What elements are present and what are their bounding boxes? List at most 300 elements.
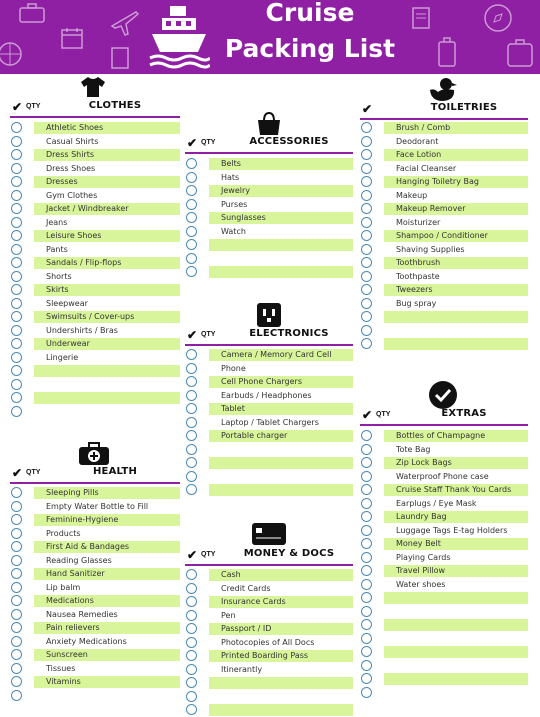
checklist-row [360, 243, 528, 257]
item-label: Products [46, 528, 81, 538]
checklist-row [185, 703, 353, 717]
item-list [10, 486, 180, 702]
checklist-row [10, 202, 180, 216]
item-label: Cell Phone Chargers [221, 377, 302, 386]
checklist-row [10, 689, 180, 703]
item-label: Casual Shirts [46, 136, 99, 146]
checkbox-circle[interactable] [11, 622, 22, 633]
checklist-row [360, 310, 528, 324]
checklist-row [185, 663, 353, 677]
item-label: Swimsuits / Cover-ups [46, 312, 135, 321]
checkbox-circle[interactable] [186, 650, 197, 661]
row-band [209, 691, 353, 703]
checkbox-circle[interactable] [11, 541, 22, 552]
checkbox-circle[interactable] [361, 271, 372, 282]
checklist-row [185, 470, 353, 484]
item-label: Skirts [46, 285, 69, 294]
checklist-row [10, 324, 180, 338]
checkbox-circle[interactable] [186, 444, 197, 455]
checkbox-circle[interactable] [361, 430, 372, 441]
check-mark: ✔ [187, 136, 198, 150]
item-label: Facial Cleanser [396, 163, 457, 173]
suitcase-icon [18, 2, 46, 24]
checklist-row [360, 645, 528, 659]
checkbox-circle[interactable] [186, 583, 197, 594]
section-toiletries [360, 76, 528, 366]
checklist-row [360, 551, 528, 565]
row-band [34, 392, 180, 404]
checklist-row [185, 649, 353, 663]
checklist-row [10, 594, 180, 608]
checkbox-circle[interactable] [11, 298, 22, 309]
checkbox-circle[interactable] [361, 203, 372, 214]
item-label: Brush / Comb [396, 123, 451, 132]
row-band [209, 266, 353, 278]
checkbox-circle[interactable] [361, 230, 372, 241]
check-mark: ✔ [362, 102, 373, 116]
checklist-row [360, 429, 528, 443]
item-label: Hand Sanitizer [46, 569, 105, 578]
item-label: Deodorant [396, 136, 439, 146]
checklist-row [185, 676, 353, 690]
checkbox-circle[interactable] [11, 257, 22, 268]
row-band [384, 633, 528, 645]
checklist-row [185, 636, 353, 650]
checklist-row [360, 175, 528, 189]
row-band [384, 660, 528, 672]
checkbox-circle[interactable] [361, 687, 372, 698]
item-label: Money Belt [396, 539, 441, 548]
checkbox-circle[interactable] [11, 284, 22, 295]
row-band [209, 484, 353, 496]
section-header [360, 410, 528, 426]
checklist-row [360, 659, 528, 673]
checklist-row [185, 568, 353, 582]
checklist-row [10, 162, 180, 176]
item-label: Jacket / Windbreaker [46, 204, 129, 213]
checklist-row [360, 618, 528, 632]
checkbox-circle[interactable] [186, 637, 197, 648]
checklist-row [185, 456, 353, 470]
item-label: Credit Cards [221, 583, 271, 593]
item-label: Camera / Memory Card Cell [221, 350, 332, 359]
airplane-icon [108, 6, 140, 38]
item-list [10, 121, 180, 418]
item-label: Moisturizer [396, 217, 441, 227]
item-label: Sunscreen [46, 650, 88, 659]
section-title: CLOTHES [88, 100, 142, 111]
luggage-icon [436, 36, 458, 70]
checkbox-circle[interactable] [361, 163, 372, 174]
checkbox-circle[interactable] [361, 525, 372, 536]
section-header [185, 138, 353, 154]
checkbox-circle[interactable] [186, 664, 197, 675]
checkbox-circle[interactable] [186, 610, 197, 621]
checklist-row [185, 690, 353, 704]
checkbox-circle[interactable] [361, 444, 372, 455]
row-band [384, 646, 528, 658]
checklist-row [360, 202, 528, 216]
item-label: Athletic Shoes [46, 123, 104, 132]
section-clothes [10, 76, 180, 426]
checkbox-circle[interactable] [11, 528, 22, 539]
checkbox-circle[interactable] [361, 122, 372, 133]
page-title-line2: Packing List [224, 34, 396, 63]
checkbox-circle[interactable] [186, 363, 197, 374]
checkbox-circle[interactable] [186, 212, 197, 223]
checkbox-circle[interactable] [361, 298, 372, 309]
checkbox-circle[interactable] [361, 511, 372, 522]
checkbox-circle[interactable] [11, 676, 22, 687]
item-label: Itinerantly [221, 664, 263, 674]
checklist-row [185, 348, 353, 362]
checkbox-circle[interactable] [11, 392, 22, 403]
checkbox-circle[interactable] [361, 325, 372, 336]
tshirt-icon [80, 76, 106, 98]
checkbox-circle[interactable] [186, 471, 197, 482]
checkbox-circle[interactable] [11, 379, 22, 390]
section-header [185, 330, 353, 346]
checklist-row [185, 622, 353, 636]
section-header [185, 550, 353, 566]
first-aid-kit-icon [78, 442, 110, 466]
checkbox-circle[interactable] [11, 568, 22, 579]
checkbox-circle[interactable] [11, 487, 22, 498]
checkbox-circle[interactable] [361, 498, 372, 509]
item-label: Vitamins [46, 677, 81, 686]
checkbox-circle[interactable] [186, 253, 197, 264]
item-label: Nausea Remedies [46, 609, 118, 619]
section-title: TOILETRIES [430, 102, 498, 113]
item-label: Toothpaste [396, 271, 440, 281]
checklist-row [10, 270, 180, 284]
item-label: Feminine-Hygiene [46, 515, 119, 524]
checkbox-circle[interactable] [11, 582, 22, 593]
checkbox-circle[interactable] [186, 158, 197, 169]
row-band [209, 704, 353, 716]
rubber-duck-icon [428, 76, 458, 102]
checklist-row [360, 162, 528, 176]
checkbox-circle[interactable] [361, 136, 372, 147]
item-label: Printed Boarding Pass [221, 651, 309, 660]
checklist-row [185, 375, 353, 389]
item-label: Travel Pillow [396, 566, 446, 575]
compass-icon [482, 2, 514, 34]
checkbox-circle[interactable] [186, 199, 197, 210]
section-header [10, 468, 180, 484]
checkbox-circle[interactable] [361, 257, 372, 268]
checklist-row [10, 567, 180, 581]
checklist-row [360, 605, 528, 619]
checklist-row [185, 198, 353, 212]
checklist-row [360, 135, 528, 149]
checklist-row [360, 632, 528, 646]
checklist-row [185, 582, 353, 596]
checkbox-circle[interactable] [186, 430, 197, 441]
checklist-row [10, 540, 180, 554]
credit-card-icon [251, 522, 287, 546]
checklist-row [10, 405, 180, 419]
checkbox-circle[interactable] [361, 471, 372, 482]
item-label: Portable charger [221, 431, 288, 440]
checkbox-circle[interactable] [11, 176, 22, 187]
item-label: Hats [221, 172, 240, 182]
row-band [34, 406, 180, 418]
checkbox-circle[interactable] [361, 565, 372, 576]
checklist-row [185, 184, 353, 198]
item-label: Laptop / Tablet Chargers [221, 417, 319, 427]
checklist-row [10, 351, 180, 365]
item-label: Pen [221, 610, 236, 620]
checklist-row [10, 121, 180, 135]
item-label: Leisure Shoes [46, 231, 102, 240]
checkbox-circle[interactable] [361, 619, 372, 630]
checkbox-circle[interactable] [11, 325, 22, 336]
checklist-row [360, 229, 528, 243]
checklist-row [360, 443, 528, 457]
checkbox-circle[interactable] [11, 149, 22, 160]
item-label: Cash [221, 570, 241, 579]
checkbox-circle[interactable] [11, 690, 22, 701]
item-label: Watch [221, 226, 246, 236]
checklist-row [185, 362, 353, 376]
item-label: Underwear [46, 339, 90, 348]
checklist-row [10, 283, 180, 297]
checkbox-circle[interactable] [361, 190, 372, 201]
item-label: Lip balm [46, 582, 81, 592]
checklist-row [360, 337, 528, 351]
row-band [384, 606, 528, 618]
checkbox-circle[interactable] [361, 311, 372, 322]
check-mark: ✔ [362, 408, 373, 422]
item-label: Dress Shirts [46, 150, 95, 159]
checkbox-circle[interactable] [361, 176, 372, 187]
checkbox-circle[interactable] [361, 552, 372, 563]
item-label: Earbuds / Headphones [221, 390, 312, 400]
checkbox-circle[interactable] [11, 649, 22, 660]
check-mark: ✔ [187, 328, 198, 342]
checkbox-circle[interactable] [361, 660, 372, 671]
checklist-row [10, 189, 180, 203]
item-label: Sleeping Pills [46, 488, 99, 497]
checkbox-circle[interactable] [186, 390, 197, 401]
item-label: Face Lotion [396, 150, 442, 159]
section-header [10, 102, 180, 118]
checkbox-circle[interactable] [361, 244, 372, 255]
checkbox-circle[interactable] [11, 190, 22, 201]
checklist-row [10, 135, 180, 149]
checklist-row [10, 378, 180, 392]
checkbox-circle[interactable] [11, 636, 22, 647]
checklist-row [10, 337, 180, 351]
item-label: Photocopies of All Docs [221, 637, 315, 647]
item-list [185, 348, 353, 497]
checkbox-circle[interactable] [361, 673, 372, 684]
checklist-row [360, 483, 528, 497]
item-label: Water shoes [396, 579, 446, 589]
item-list [360, 429, 528, 699]
checklist-row [185, 389, 353, 403]
checkbox-circle[interactable] [361, 217, 372, 228]
section-title: EXTRAS [441, 408, 487, 419]
qty-label: QTY [201, 551, 216, 558]
qty-label: QTY [376, 411, 391, 418]
checklist-row [360, 148, 528, 162]
checkbox-circle[interactable] [186, 376, 197, 387]
checkbox-circle[interactable] [11, 230, 22, 241]
checkbox-circle[interactable] [186, 457, 197, 468]
checklist-row [10, 648, 180, 662]
checklist-row [10, 635, 180, 649]
checkbox-circle[interactable] [186, 691, 197, 702]
qty-label: QTY [201, 331, 216, 338]
checkbox-circle[interactable] [361, 538, 372, 549]
item-label: Pants [46, 244, 68, 254]
checkbox-circle[interactable] [11, 338, 22, 349]
checkbox-circle[interactable] [186, 677, 197, 688]
checkbox-circle[interactable] [186, 704, 197, 715]
checkbox-circle[interactable] [11, 352, 22, 363]
check-mark: ✔ [12, 466, 23, 480]
qty-label: QTY [26, 103, 41, 110]
checkbox-circle[interactable] [361, 338, 372, 349]
checklist-row [10, 581, 180, 595]
checkbox-circle[interactable] [11, 609, 22, 620]
calendar-icon [60, 26, 84, 50]
checkbox-circle[interactable] [11, 271, 22, 282]
checkbox-circle[interactable] [11, 501, 22, 512]
row-band [384, 687, 528, 699]
item-label: Medications [46, 596, 94, 605]
item-label: Tote Bag [396, 444, 431, 454]
checkbox-circle[interactable] [361, 284, 372, 295]
checkbox-circle[interactable] [11, 311, 22, 322]
section-electronics [185, 302, 353, 517]
row-band [384, 325, 528, 337]
checkbox-circle[interactable] [186, 349, 197, 360]
page-header [0, 0, 540, 74]
checkbox-circle[interactable] [11, 406, 22, 417]
checkbox-circle[interactable] [361, 606, 372, 617]
item-label: Shorts [46, 271, 72, 281]
section-money-docs [185, 522, 353, 712]
row-band [209, 253, 353, 265]
checkbox-circle[interactable] [186, 403, 197, 414]
checkbox-circle[interactable] [11, 136, 22, 147]
checkbox-circle[interactable] [361, 484, 372, 495]
checkbox-circle[interactable] [186, 596, 197, 607]
checklist-row [10, 554, 180, 568]
row-band [209, 677, 353, 689]
checkbox-circle[interactable] [186, 266, 197, 277]
item-label: Toothbrush [396, 258, 441, 267]
checklist-row [360, 591, 528, 605]
item-label: Undershirts / Bras [46, 325, 118, 335]
qty-label: QTY [26, 469, 41, 476]
checkbox-circle[interactable] [186, 623, 197, 634]
checkbox-circle[interactable] [186, 185, 197, 196]
checkbox-circle[interactable] [186, 569, 197, 580]
section-title: ACCESSORIES [249, 136, 329, 147]
item-label: Empty Water Bottle to Fill [46, 501, 149, 511]
checkbox-circle[interactable] [186, 226, 197, 237]
checklist-row [185, 416, 353, 430]
checklist-row [185, 211, 353, 225]
checkbox-circle[interactable] [361, 592, 372, 603]
checkbox-circle[interactable] [361, 646, 372, 657]
checkbox-circle[interactable] [361, 457, 372, 468]
item-label: Waterproof Phone case [396, 471, 489, 481]
checklist-row [10, 391, 180, 405]
checklist-row [185, 402, 353, 416]
item-list [185, 157, 353, 279]
item-label: Dresses [46, 177, 78, 186]
checkbox-circle[interactable] [186, 484, 197, 495]
checklist-row [10, 527, 180, 541]
item-label: Laundry Bag [396, 512, 447, 521]
checkbox-circle[interactable] [11, 663, 22, 674]
checkbox-circle[interactable] [11, 244, 22, 255]
checklist-row [360, 672, 528, 686]
row-band [384, 673, 528, 685]
checkbox-circle[interactable] [11, 595, 22, 606]
item-label: Tablet [221, 404, 245, 413]
checkbox-circle[interactable] [11, 365, 22, 376]
page-title-line1: Cruise [265, 0, 355, 27]
checklist-row [10, 256, 180, 270]
checkbox-circle[interactable] [186, 239, 197, 250]
item-label: Bug spray [396, 298, 437, 308]
checkbox-circle[interactable] [11, 203, 22, 214]
row-band [34, 365, 180, 377]
checkbox-circle[interactable] [186, 417, 197, 428]
section-title: ELECTRONICS [249, 328, 329, 339]
checklist-row [185, 225, 353, 239]
checkbox-circle[interactable] [186, 172, 197, 183]
row-band [34, 379, 180, 391]
item-label: Belts [221, 159, 241, 168]
checklist-row [185, 483, 353, 497]
checklist-row [360, 189, 528, 203]
item-label: Playing Cards [396, 552, 451, 562]
checkbox-circle[interactable] [361, 579, 372, 590]
checkbox-circle[interactable] [11, 555, 22, 566]
item-label: Sunglasses [221, 213, 266, 222]
checklist-row [10, 608, 180, 622]
checkbox-circle[interactable] [11, 122, 22, 133]
checkbox-circle[interactable] [11, 217, 22, 228]
power-outlet-icon [256, 302, 282, 328]
item-label: Earplugs / Eye Mask [396, 498, 477, 508]
qty-label: QTY [201, 139, 216, 146]
checklist-row [185, 171, 353, 185]
item-label: Reading Glasses [46, 555, 112, 565]
item-label: Makeup [396, 190, 428, 200]
checkmark-circle-icon [428, 380, 458, 410]
checkbox-circle[interactable] [11, 514, 22, 525]
checkbox-circle[interactable] [361, 633, 372, 644]
checklist-row [360, 270, 528, 284]
item-label: Lingerie [46, 352, 79, 362]
item-label: Shaving Supplies [396, 244, 465, 254]
checkbox-circle[interactable] [361, 149, 372, 160]
section-title: MONEY & DOCS [243, 548, 335, 559]
checkbox-circle[interactable] [11, 163, 22, 174]
checklist-row [185, 443, 353, 457]
item-label: Hanging Toiletry Bag [396, 177, 479, 186]
checklist-row [185, 609, 353, 623]
row-band [209, 444, 353, 456]
